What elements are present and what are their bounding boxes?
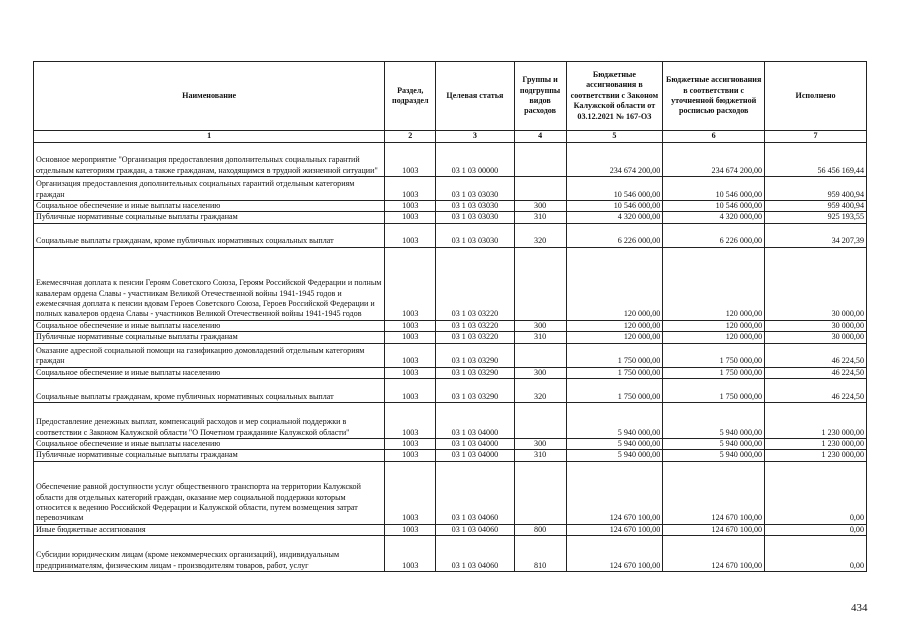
- row-group: [514, 143, 566, 177]
- row-refined: 124 670 100,00: [663, 461, 765, 524]
- row-section: 1003: [385, 403, 436, 439]
- row-law: 1 750 000,00: [566, 367, 663, 378]
- row-target: 03 1 03 04000: [436, 403, 514, 439]
- row-target: 03 1 03 04000: [436, 450, 514, 461]
- row-refined: 124 670 100,00: [663, 524, 765, 535]
- row-name: Оказание адресной социальной помощи на газификацию домовладений отдельным категориям граждан: [34, 343, 385, 367]
- row-group: 300: [514, 439, 566, 450]
- row-section: 1003: [385, 343, 436, 367]
- row-section: 1003: [385, 320, 436, 331]
- row-section: 1003: [385, 143, 436, 177]
- header-law: Бюджетные ассигнования в соответствии с Законом Калужской области от 03.12.2021 № 167-ОЗ: [566, 62, 663, 131]
- row-law: 5 940 000,00: [566, 450, 663, 461]
- row-section: 1003: [385, 367, 436, 378]
- row-done: 56 456 169,44: [765, 143, 867, 177]
- row-target: 03 1 03 04060: [436, 524, 514, 535]
- row-refined: 120 000,00: [663, 320, 765, 331]
- row-target: 03 1 03 04000: [436, 439, 514, 450]
- row-done: 0,00: [765, 536, 867, 572]
- table-row: [34, 320, 867, 331]
- column-number: 5: [566, 131, 663, 143]
- row-name: Социальное обеспечение и иные выплаты населению: [34, 367, 385, 378]
- page-number: 434: [851, 602, 868, 614]
- row-name: Ежемесячная доплата к пенсии Героям Советского Союза, Героям Российской Федерации и полным кавалерам ордена Славы - участникам Великой Отечественной войны 1941-1945 годов и ежемесячная доплата к пенсии вдовам Героев Советского Союза, Героев Российской Федерации и полных кавалеров ордена Славы - участников Великой Отечественной войны 1941-1945 годов: [34, 247, 385, 320]
- row-section: 1003: [385, 212, 436, 223]
- row-section: 1003: [385, 439, 436, 450]
- row-done: 959 400,94: [765, 201, 867, 212]
- row-group: [514, 177, 566, 201]
- row-group: 300: [514, 201, 566, 212]
- row-target: 03 1 03 03030: [436, 201, 514, 212]
- header-target: Целевая статья: [436, 62, 514, 131]
- row-name: Социальное обеспечение и иные выплаты населению: [34, 439, 385, 450]
- row-law: 5 940 000,00: [566, 439, 663, 450]
- row-group: 810: [514, 536, 566, 572]
- row-group: [514, 403, 566, 439]
- table-row: [34, 461, 867, 524]
- row-group: 320: [514, 379, 566, 403]
- table-row: [34, 524, 867, 535]
- row-name: Субсидии юридическим лицам (кроме некоммерческих организаций), индивидуальным предпринимателям, физическим лицам - производителям товаров, работ, услуг: [34, 536, 385, 572]
- row-done: 0,00: [765, 524, 867, 535]
- row-done: 30 000,00: [765, 247, 867, 320]
- column-number: 3: [436, 131, 514, 143]
- row-target: 03 1 03 03030: [436, 223, 514, 247]
- row-done: 1 230 000,00: [765, 450, 867, 461]
- row-section: 1003: [385, 461, 436, 524]
- row-group: 310: [514, 450, 566, 461]
- row-refined: 10 546 000,00: [663, 177, 765, 201]
- row-target: 03 1 03 03290: [436, 379, 514, 403]
- row-section: 1003: [385, 524, 436, 535]
- row-done: 34 207,39: [765, 223, 867, 247]
- row-group: 310: [514, 212, 566, 223]
- table-row: [34, 201, 867, 212]
- header-group: Группы и подгруппы видов расходов: [514, 62, 566, 131]
- row-done: 1 230 000,00: [765, 439, 867, 450]
- table-row: [34, 343, 867, 367]
- row-law: 1 750 000,00: [566, 379, 663, 403]
- row-section: 1003: [385, 379, 436, 403]
- row-law: 1 750 000,00: [566, 343, 663, 367]
- row-refined: 1 750 000,00: [663, 343, 765, 367]
- row-refined: 5 940 000,00: [663, 439, 765, 450]
- row-target: 03 1 03 03290: [436, 367, 514, 378]
- column-number: 4: [514, 131, 566, 143]
- row-name: Организация предоставления дополнительных социальных гарантий отдельным категориям граждан: [34, 177, 385, 201]
- row-done: 959 400,94: [765, 177, 867, 201]
- row-group: 320: [514, 223, 566, 247]
- column-numbers-row: [34, 131, 867, 143]
- row-law: 124 670 100,00: [566, 524, 663, 535]
- table-header: [34, 62, 867, 143]
- table-row: [34, 450, 867, 461]
- row-refined: 4 320 000,00: [663, 212, 765, 223]
- row-refined: 1 750 000,00: [663, 367, 765, 378]
- header-done: Исполнено: [765, 62, 867, 131]
- row-refined: 120 000,00: [663, 332, 765, 343]
- row-refined: 10 546 000,00: [663, 201, 765, 212]
- row-law: 10 546 000,00: [566, 177, 663, 201]
- row-target: 03 1 03 00000: [436, 143, 514, 177]
- row-section: 1003: [385, 536, 436, 572]
- row-section: 1003: [385, 247, 436, 320]
- row-done: 46 224,50: [765, 379, 867, 403]
- table-row: [34, 367, 867, 378]
- row-section: 1003: [385, 450, 436, 461]
- table-row: [34, 247, 867, 320]
- table-row: [34, 536, 867, 572]
- row-target: 03 1 03 03030: [436, 212, 514, 223]
- row-name: Основное мероприятие "Организация предоставления дополнительных социальных гарантий отдельным категориям граждан, а также гражданам, находящимся в трудной жизненной ситуации": [34, 143, 385, 177]
- row-name: Социальное обеспечение и иные выплаты населению: [34, 201, 385, 212]
- table-row: [34, 439, 867, 450]
- row-law: 120 000,00: [566, 247, 663, 320]
- row-name: Социальные выплаты гражданам, кроме публичных нормативных социальных выплат: [34, 223, 385, 247]
- row-law: 4 320 000,00: [566, 212, 663, 223]
- row-target: 03 1 03 03220: [436, 332, 514, 343]
- row-law: 124 670 100,00: [566, 461, 663, 524]
- table-row: [34, 379, 867, 403]
- row-name: Публичные нормативные социальные выплаты гражданам: [34, 212, 385, 223]
- row-law: 5 940 000,00: [566, 403, 663, 439]
- row-done: 30 000,00: [765, 332, 867, 343]
- row-name: Социальное обеспечение и иные выплаты населению: [34, 320, 385, 331]
- row-name: Предоставление денежных выплат, компенсаций расходов и мер социальной поддержки в соответствии с Законом Калужской области "О Почетном гражданине Калужской области": [34, 403, 385, 439]
- table-row: [34, 212, 867, 223]
- row-name: Публичные нормативные социальные выплаты гражданам: [34, 450, 385, 461]
- row-section: 1003: [385, 177, 436, 201]
- table-body: [34, 143, 867, 572]
- header-refined: Бюджетные ассигнования в соответствии с уточненной бюджетной росписью расходов: [663, 62, 765, 131]
- row-law: 234 674 200,00: [566, 143, 663, 177]
- row-name: Обеспечение равной доступности услуг общественного транспорта на территории Калужской области для отдельных категорий граждан, оказание мер социальной поддержки которым относится к ведению Российской Федерации и Калужской области, путем возмещения затрат перевозчикам: [34, 461, 385, 524]
- table-row: [34, 143, 867, 177]
- row-section: 1003: [385, 201, 436, 212]
- row-law: 120 000,00: [566, 332, 663, 343]
- header-section: Раздел, подраздел: [385, 62, 436, 131]
- row-done: 46 224,50: [765, 343, 867, 367]
- row-group: 800: [514, 524, 566, 535]
- row-group: [514, 247, 566, 320]
- row-target: 03 1 03 03220: [436, 247, 514, 320]
- row-done: 30 000,00: [765, 320, 867, 331]
- table-row: [34, 403, 867, 439]
- row-done: 1 230 000,00: [765, 403, 867, 439]
- row-law: 10 546 000,00: [566, 201, 663, 212]
- row-refined: 234 674 200,00: [663, 143, 765, 177]
- row-target: 03 1 03 04060: [436, 536, 514, 572]
- row-target: 03 1 03 03030: [436, 177, 514, 201]
- row-refined: 5 940 000,00: [663, 450, 765, 461]
- column-number: 2: [385, 131, 436, 143]
- row-name: Иные бюджетные ассигнования: [34, 524, 385, 535]
- row-refined: 120 000,00: [663, 247, 765, 320]
- row-name: Социальные выплаты гражданам, кроме публичных нормативных социальных выплат: [34, 379, 385, 403]
- row-refined: 1 750 000,00: [663, 379, 765, 403]
- row-law: 6 226 000,00: [566, 223, 663, 247]
- row-name: Публичные нормативные социальные выплаты гражданам: [34, 332, 385, 343]
- row-section: 1003: [385, 223, 436, 247]
- table-row: [34, 332, 867, 343]
- budget-table: [33, 61, 867, 572]
- row-law: 124 670 100,00: [566, 536, 663, 572]
- row-target: 03 1 03 04060: [436, 461, 514, 524]
- table-row: [34, 223, 867, 247]
- row-target: 03 1 03 03220: [436, 320, 514, 331]
- row-group: 310: [514, 332, 566, 343]
- row-target: 03 1 03 03290: [436, 343, 514, 367]
- column-number: 7: [765, 131, 867, 143]
- header-name: Наименование: [34, 62, 385, 131]
- row-refined: 6 226 000,00: [663, 223, 765, 247]
- row-group: [514, 461, 566, 524]
- row-group: 300: [514, 367, 566, 378]
- row-done: 46 224,50: [765, 367, 867, 378]
- row-section: 1003: [385, 332, 436, 343]
- column-number: 1: [34, 131, 385, 143]
- row-refined: 124 670 100,00: [663, 536, 765, 572]
- row-done: 925 193,55: [765, 212, 867, 223]
- row-group: 300: [514, 320, 566, 331]
- row-refined: 5 940 000,00: [663, 403, 765, 439]
- row-group: [514, 343, 566, 367]
- row-law: 120 000,00: [566, 320, 663, 331]
- row-done: 0,00: [765, 461, 867, 524]
- column-number: 6: [663, 131, 765, 143]
- table-row: [34, 177, 867, 201]
